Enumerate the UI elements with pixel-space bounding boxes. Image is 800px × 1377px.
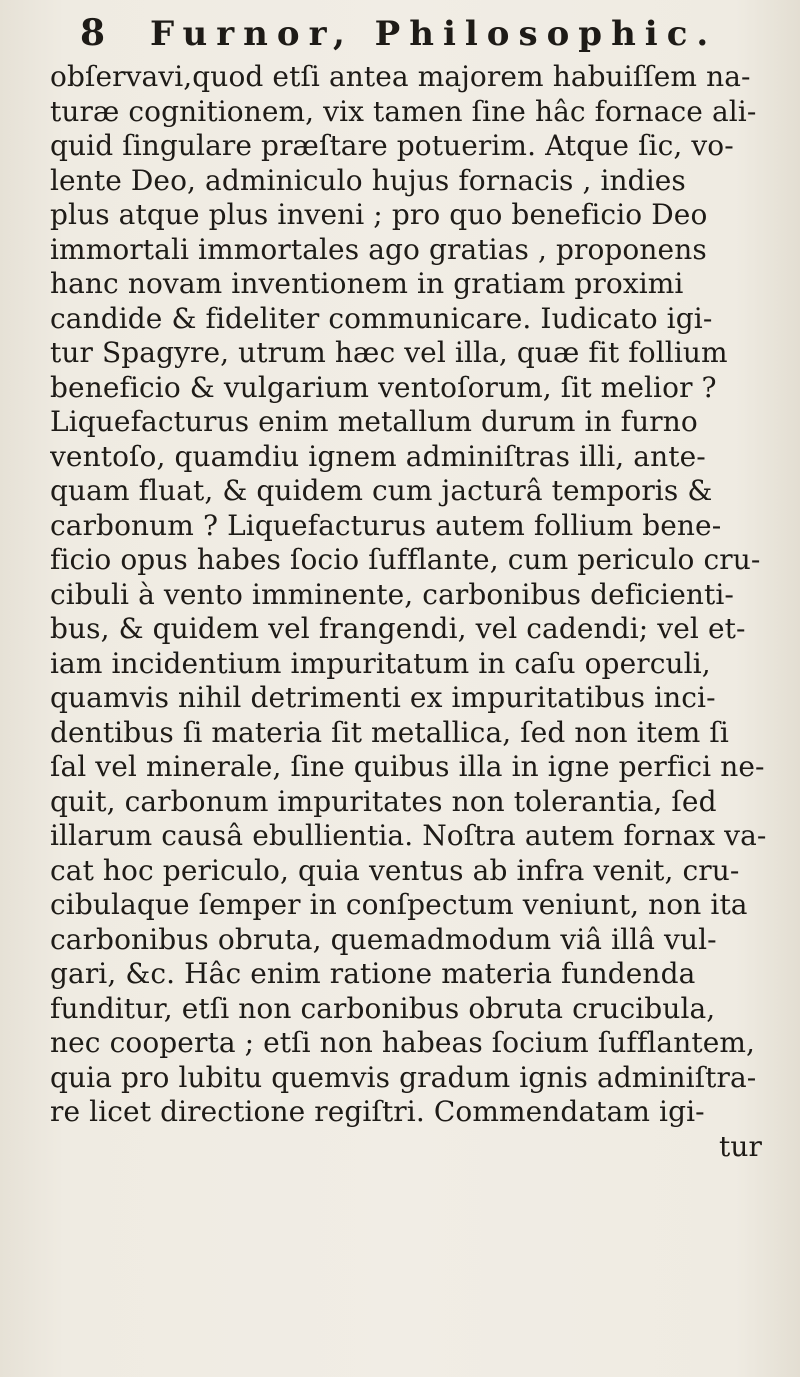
body-text [50, 60, 770, 1164]
text-line: obſervavi,quod etſi antea majorem habuiſſem na- [50, 60, 751, 93]
text-line: quit, carbonum impuritates non tolerantia, ſed [50, 784, 717, 818]
text-line: re licet directione regiſtri. Commendatam igi- [50, 1095, 705, 1128]
text-line: immortali immortales ago gratias , proponens [50, 232, 707, 266]
text-line: quam fluat, & quidem cum jacturâ temporis & [50, 474, 713, 507]
text-line: illarum causâ ebullientia. Noſtra autem fornax va- [50, 819, 767, 852]
text-line: plus atque plus inveni ; pro quo beneficio Deo [50, 198, 708, 231]
text-line: lente Deo, adminiculo hujus fornacis , indies [50, 163, 686, 197]
text-line: quid ſingulare præſtare potuerim. Atque ſic, vo- [50, 129, 734, 162]
text-line: iam incidentium impuritatum in caſu operculi, [50, 646, 711, 680]
catchword: tur [719, 1129, 762, 1163]
page-number: 8 [80, 12, 107, 54]
text-line: tur Spagyre, utrum hæc vel illa, quæ fit follium [50, 336, 728, 369]
text-line: cibulaque ſemper in conſpectum veniunt, non ita [50, 888, 748, 921]
text-line: dentibus ſi materia ſit metallica, ſed non item ſi [50, 715, 729, 749]
text-line: gari, &c. Hâc enim ratione materia fundenda [50, 957, 696, 990]
text-line: cibuli à vento imminente, carbonibus deficienti- [50, 577, 734, 611]
page-header [80, 6, 720, 66]
text-line: turæ cognitionem, vix tamen ſine hâc fornace ali- [50, 94, 757, 128]
text-line: quamvis nihil detrimenti ex impuritatibus inci- [50, 681, 716, 714]
text-line: beneficio & vulgarium ventoſorum, ſit melior ? [50, 370, 717, 404]
text-line: ficio opus habes ſocio ſufflante, cum periculo cru- [50, 543, 761, 576]
text-line: candide & fideliter communicare. Iudicato igi- [50, 301, 713, 335]
text-line: Liquefacturus enim metallum durum in furno [50, 405, 698, 438]
text-line: ventoſo, quamdiu ignem adminiſtras illi, ante- [50, 439, 706, 473]
text-line: carbonum ? Liquefacturus autem follium bene- [50, 508, 722, 542]
text-line: carbonibus obruta, quemadmodum viâ illâ vul- [50, 922, 717, 956]
text-line: funditur, etſi non carbonibus obruta crucibula, [50, 991, 716, 1025]
text-line: quia pro lubitu quemvis gradum ignis adminiſtra- [50, 1060, 757, 1094]
text-line: cat hoc periculo, quia ventus ab infra venit, cru- [50, 853, 740, 887]
text-line: bus, & quidem vel frangendi, vel cadendi; vel et- [50, 612, 746, 645]
text-line: nec cooperta ; etſi non habeas ſocium ſufflantem, [50, 1026, 756, 1059]
running-head: Furnor, Philosophic. [150, 14, 718, 54]
text-line: hanc novam inventionem in gratiam proximi [50, 267, 684, 300]
text-line: ſal vel minerale, ſine quibus illa in igne perfici ne- [50, 750, 765, 783]
